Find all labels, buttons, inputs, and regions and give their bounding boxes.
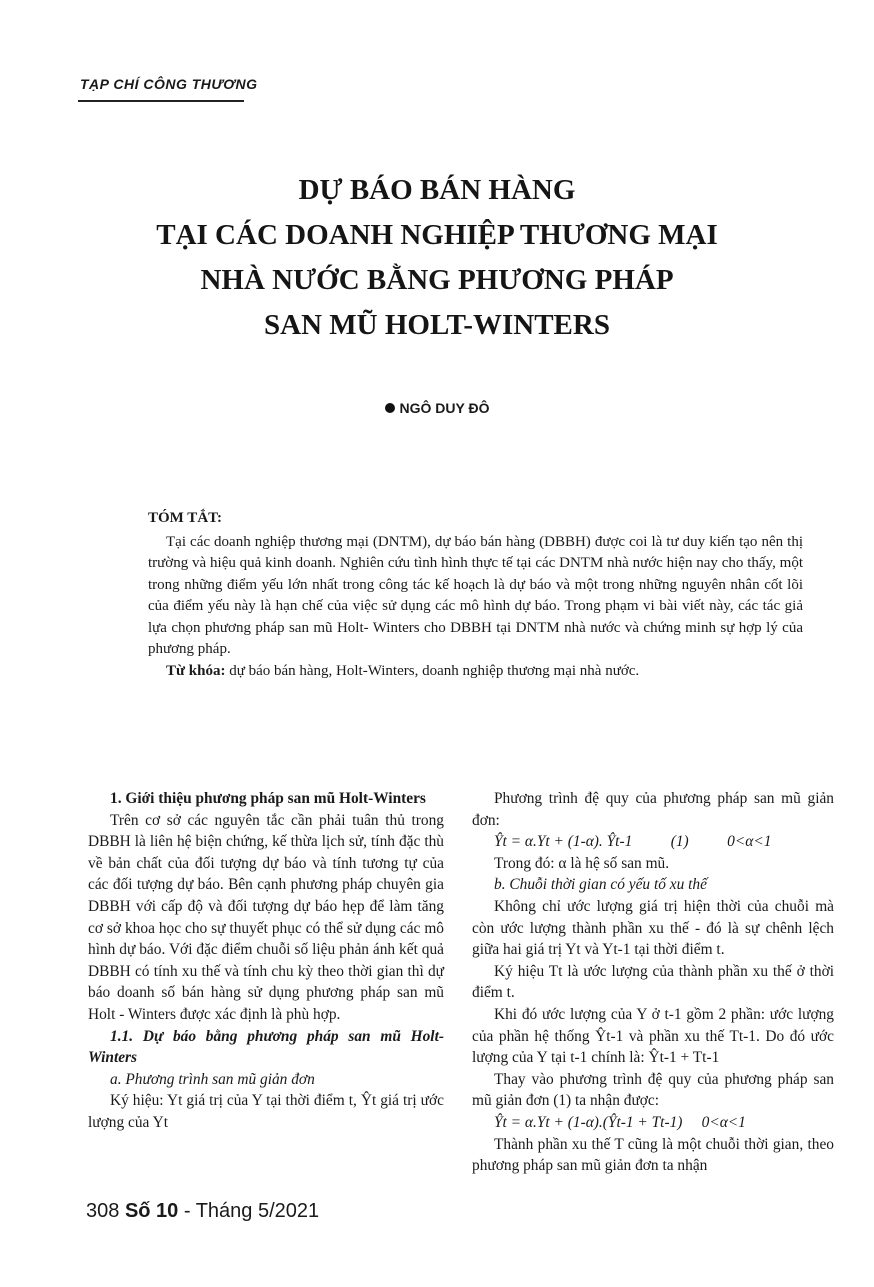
section-heading: 1. Giới thiệu phương pháp san mũ Holt-Winters <box>110 790 426 807</box>
left-column <box>88 788 444 1134</box>
equation-1: Ŷt = α.Yt + (1-α). Ŷt-1 (1) 0<α<1 <box>494 833 772 851</box>
sub-heading-a: a. Phương trình san mũ giản đơn <box>110 1070 315 1088</box>
title-line: TẠI CÁC DOANH NGHIỆP THƯƠNG MẠI <box>156 219 718 251</box>
title-line: SAN MŨ HOLT-WINTERS <box>264 309 610 341</box>
author-name: NGÔ DUY ĐÔ <box>399 400 490 416</box>
author-line <box>0 400 874 416</box>
keywords <box>148 661 803 683</box>
paragraph: Trong đó: α là hệ số san mũ. <box>494 854 670 872</box>
paragraph: Khi đó ước lượng của Y ở t-1 gồm 2 phần: ước lượng của phần hệ thống Ŷt-1 và phần xu thế Tt-1. Do đó ước lượng của Y tại t-1 chính là: Ŷt-1 + Tt-1 <box>472 1005 834 1067</box>
title-line: DỰ BÁO BÁN HÀNG <box>298 174 576 206</box>
right-column <box>472 788 834 1177</box>
journal-name: TẠP CHÍ CÔNG THƯƠNG <box>80 76 258 92</box>
paragraph: Thành phần xu thế T cũng là một chuỗi thời gian, theo phương pháp san mũ giản đơn ta nhận <box>472 1135 834 1175</box>
bullet-icon <box>385 403 395 413</box>
header-rule <box>78 100 244 102</box>
subsection-heading: 1.1. Dự báo bằng phương pháp san mũ Holt-Winters <box>88 1027 444 1067</box>
paragraph: Ký hiệu: Yt giá trị của Y tại thời điểm t, Ŷt giá trị ước lượng của Yt <box>88 1092 444 1131</box>
abstract <box>148 508 803 682</box>
article-title <box>0 168 874 348</box>
issue-number: Số 10 <box>124 1200 179 1222</box>
equation-2: Ŷt = α.Yt + (1-α).(Ŷt-1 + Tt-1) 0<α<1 <box>494 1113 746 1131</box>
title-line: NHÀ NƯỚC BẰNG PHƯƠNG PHÁP <box>200 264 674 296</box>
paragraph: Phương trình đệ quy của phương pháp san mũ giản đơn: <box>472 790 834 829</box>
abstract-body: Tại các doanh nghiệp thương mại (DNTM), dự báo bán hàng (DBBH) được coi là tư duy kiến tạo nên thị trường và hiệu quả kinh doanh. Nghiên cứu tình hình thực tế tại các DNTM nhà nước hiện nay cho thấy, một trong những điểm yếu lớn nhất trong công tác kế hoạch là dự báo và một trong những nguyên nhân cốt lõi của điểm yếu này là hạn chế của việc sử dụng các mô hình dự báo. Trong phạm vi bài viết này, các tác giả lựa chọn phương pháp san mũ Holt- Winters cho DBBH tại DNTM nhà nước và chứng minh sự hợp lý của phương pháp. <box>148 533 803 657</box>
paragraph: Ký hiệu Tt là ước lượng của thành phần xu thế ở thời điểm t. <box>472 962 834 1002</box>
page-number: 308 <box>86 1200 120 1222</box>
sub-heading-b: b. Chuỗi thời gian có yếu tố xu thế <box>494 876 707 894</box>
paragraph: Thay vào phương trình đệ quy của phương pháp san mũ giản đơn (1) ta nhận được: <box>472 1070 834 1110</box>
abstract-heading: TÓM TẮT: <box>148 510 223 526</box>
page-footer <box>86 1200 319 1223</box>
paragraph: Không chỉ ước lượng giá trị hiện thời của chuỗi mà còn ước lượng thành phần xu thế - đó là sự chênh lệch giữa hai giá trị Yt và Yt-1 tại thời điểm t. <box>472 897 834 959</box>
issue-date: - Tháng 5/2021 <box>183 1200 320 1222</box>
keywords-label: Từ khóa: <box>166 662 226 679</box>
paragraph: Trên cơ sở các nguyên tắc cần phải tuân thủ trong DBBH là liên hệ biện chứng, kế thừa lịch sử, tính đặc thù về bản chất của đối tượng dự báo và tính tương tự của các đối tượng dự báo. Bên cạnh phương pháp chuyên gia DBBH với cấp độ và đối tượng dự báo hẹp để làm tăng cơ sở khoa học cho sự thuyết phục có thể sử dụng các mô hình dự báo. Với đặc điểm chuỗi số liệu phản ánh kết quả DBBH có tính xu thế và tính chu kỳ theo thời gian thì dự báo doanh số bán hàng sử dụng phương pháp san mũ Holt - Winters được xác định là phù hợp. <box>88 811 444 1023</box>
keywords-text: dự báo bán hàng, Holt-Winters, doanh nghiệp thương mại nhà nước. <box>225 662 640 679</box>
